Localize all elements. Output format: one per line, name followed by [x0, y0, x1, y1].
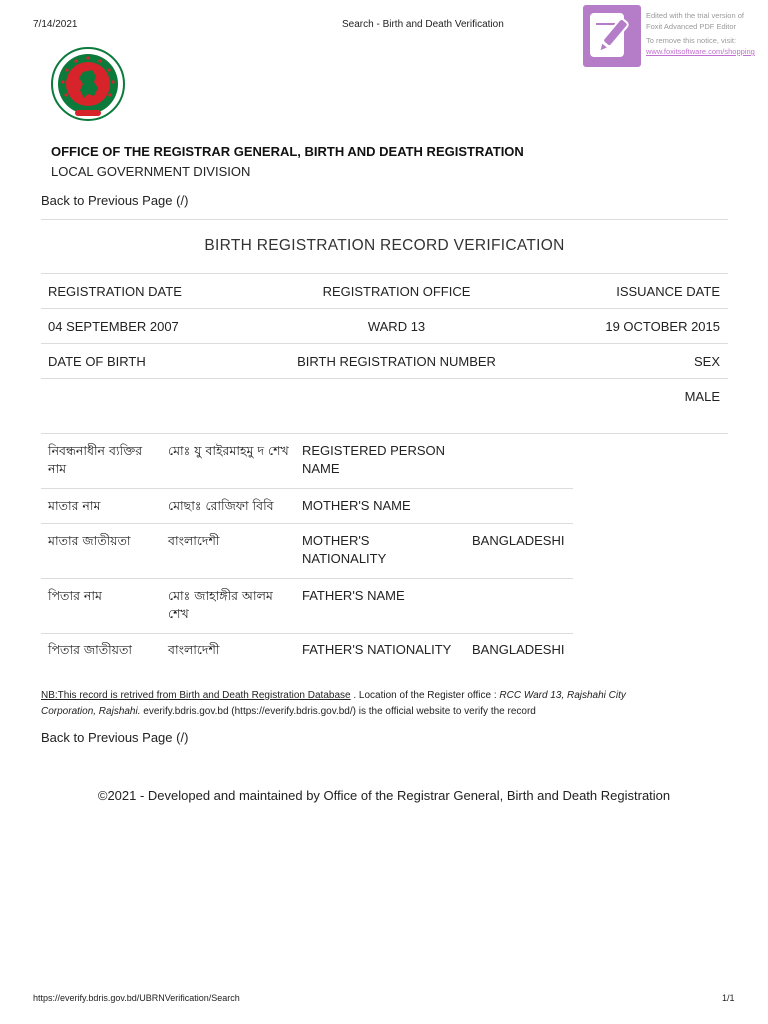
divider: [41, 219, 728, 220]
table-row-en-label: FATHER'S NATIONALITY: [302, 642, 452, 657]
government-seal-icon: [50, 46, 126, 122]
table-row-bn-value: মোছাঃ রোজিফা বিবি: [168, 498, 274, 513]
divider: [41, 523, 573, 524]
print-page-title: Search - Birth and Death Verification: [342, 19, 504, 30]
watermark-line3: To remove this notice, visit:: [646, 36, 737, 45]
watermark-line2: Foxit Advanced PDF Editor: [646, 22, 737, 31]
table-row-en-label: MOTHER'S NATIONALITY: [302, 533, 387, 566]
location-prefix: . Location of the Register office :: [353, 690, 497, 701]
foxit-watermark-notice: [646, 10, 764, 57]
nb-database-link[interactable]: NB:This record is retrived from Birth and Death Registration Database: [41, 690, 351, 701]
record-source-note: [41, 688, 741, 720]
office-title: OFFICE OF THE REGISTRAR GENERAL, BIRTH AND DEATH REGISTRATION: [51, 144, 524, 159]
divider: [41, 433, 728, 434]
registration-office-header: REGISTRATION OFFICE: [322, 284, 471, 299]
table-row-en-label: MOTHER'S NAME: [302, 498, 411, 513]
table-row-bn-label: পিতার নাম: [48, 588, 102, 603]
birth-registration-number-header: BIRTH REGISTRATION NUMBER: [297, 354, 496, 369]
divider: [41, 633, 573, 634]
official-website-text: everify.bdris.gov.bd (https://everify.bdris.gov.bd/) is the official website to verify the record: [143, 706, 536, 717]
divider: [41, 578, 573, 579]
back-to-previous-link[interactable]: Back to Previous Page (/): [41, 730, 189, 745]
table-row-bn-value: বাংলাদেশী: [168, 642, 220, 657]
registration-office-value: WARD 13: [367, 319, 426, 334]
print-date: 7/14/2021: [33, 19, 78, 30]
table-row-bn-label: মাতার নাম: [48, 498, 101, 513]
foxit-pen-icon: [583, 5, 641, 67]
divider: [41, 308, 728, 309]
registration-date-value: 04 SEPTEMBER 2007: [48, 319, 179, 334]
sex-value: MALE: [684, 389, 720, 404]
table-row-bn-value: মোঃ যু বাইরমাহমু দ শেখ: [168, 443, 289, 458]
table-row-bn-label: মাতার জাতীয়তা: [48, 533, 131, 548]
register-office-location: RCC Ward 13, Rajshahi City: [499, 690, 626, 701]
sex-header: SEX: [693, 354, 720, 369]
table-row-bn-value: বাংলাদেশী: [168, 533, 220, 548]
divider: [41, 378, 728, 379]
registration-date-header: REGISTRATION DATE: [48, 284, 182, 299]
print-page-number: 1/1: [722, 993, 735, 1003]
divider: [41, 343, 728, 344]
date-of-birth-header: DATE OF BIRTH: [48, 354, 146, 369]
table-row-en-label: REGISTERED PERSON NAME: [302, 443, 446, 476]
table-row-bn-label: পিতার জাতীয়তা: [48, 642, 133, 657]
table-row-bn-label: নিবন্ধনাধীন ব্যক্তির নাম: [48, 443, 143, 476]
table-row-en-value: BANGLADESHI: [472, 642, 565, 657]
record-title: BIRTH REGISTRATION RECORD VERIFICATION: [204, 237, 565, 254]
copyright-footer: ©2021 - Developed and maintained by Office of the Registrar General, Birth and Death Registration: [97, 788, 671, 803]
print-url: https://everify.bdris.gov.bd/UBRNVerification/Search: [33, 993, 240, 1003]
register-office-location-cont: Corporation, Rajshahi.: [41, 706, 141, 717]
table-row-en-value: BANGLADESHI: [472, 533, 565, 548]
table-row-en-label: FATHER'S NAME: [302, 588, 405, 603]
back-to-previous-link[interactable]: Back to Previous Page (/): [41, 193, 189, 208]
watermark-line1: Edited with the trial version of: [646, 11, 744, 20]
issuance-date-value: 19 OCTOBER 2015: [605, 319, 720, 334]
table-row-bn-value: মোঃ জাহাঙ্গীর আলম শেখ: [168, 588, 273, 621]
issuance-date-header: ISSUANCE DATE: [616, 284, 720, 299]
division-name: LOCAL GOVERNMENT DIVISION: [51, 164, 251, 179]
divider: [41, 488, 573, 489]
divider: [41, 273, 728, 274]
watermark-link[interactable]: www.foxitsoftware.com/shopping: [646, 47, 755, 56]
